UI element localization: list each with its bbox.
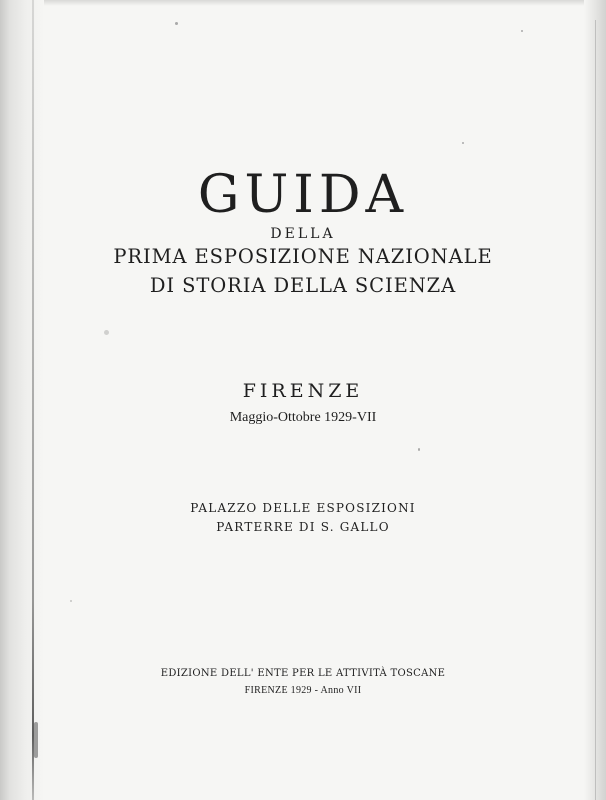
publisher-line-2: FIRENZE 1929 - Anno VII (244, 685, 362, 696)
subtitle-line-2: DI STORIA DELLA SCIENZA (149, 274, 457, 297)
venue-line-1: PALAZZO DELLE ESPOSIZIONI (190, 501, 416, 515)
page-title: GUIDA (197, 165, 409, 225)
subtitle-line-1: PRIMA ESPOSIZIONE NAZIONALE (113, 245, 493, 268)
publisher-line-1: EDIZIONE DELL' ENTE PER LE ATTIVITÀ TOSCANE (160, 668, 446, 679)
venue-line-2: PARTERRE DI S. GALLO (216, 520, 390, 534)
subtitle-connector: DELLA (270, 226, 336, 242)
exhibition-dates: Maggio-Ottobre 1929-VII (229, 410, 377, 425)
city-name: FIRENZE (242, 380, 364, 402)
